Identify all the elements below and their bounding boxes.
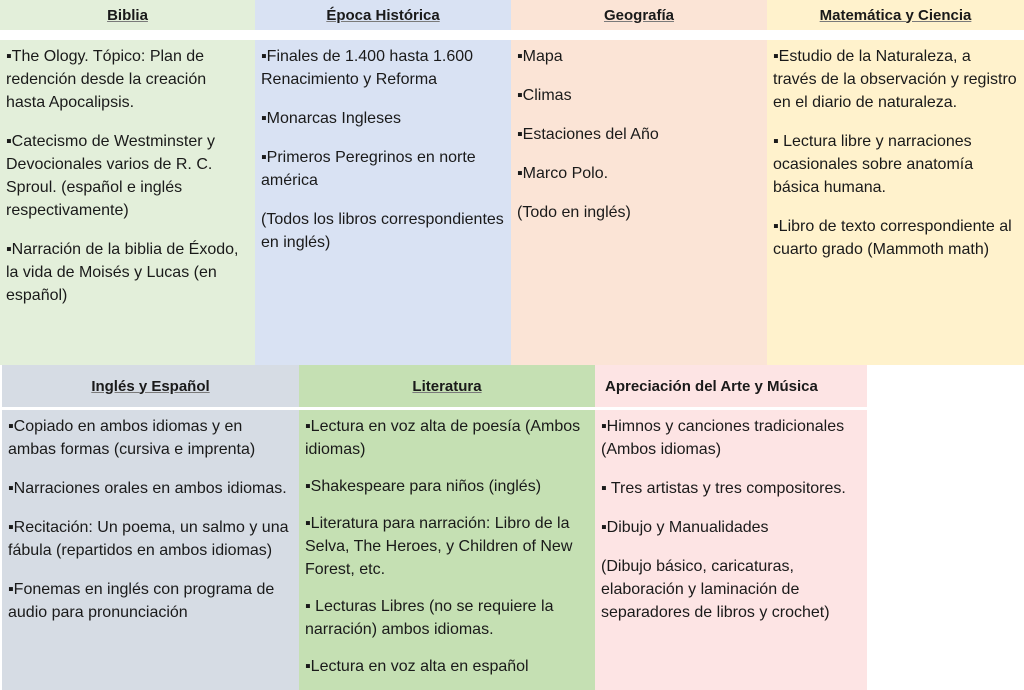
- header-biblia: [0, 0, 255, 30]
- header-literatura-title: Literatura: [412, 377, 482, 395]
- list-item: ▪Himnos y canciones tradicionales (Ambos idiomas): [601, 418, 845, 458]
- list-item: ▪Dibujo y Manualidades: [601, 519, 769, 536]
- list-item: (Todo en inglés): [517, 204, 631, 221]
- header-literatura: [299, 365, 595, 407]
- list-item: ▪Lectura en voz alta de poesía (Ambos idiomas): [305, 418, 581, 458]
- cell-geografia: [511, 40, 767, 365]
- header-ingles-espanol: [2, 365, 299, 407]
- list-item: ▪Primeros Peregrinos en norte américa: [261, 149, 476, 189]
- list-item: ▪Finales de 1.400 hasta 1.600 Renacimiento y Reforma: [261, 48, 474, 88]
- header-matematica-title: Matemática y Ciencia: [819, 6, 972, 24]
- list-item: ▪Marco Polo.: [517, 165, 609, 182]
- list-item: ▪Monarcas Ingleses: [261, 110, 401, 127]
- cell-epoca-historica: [255, 40, 511, 365]
- list-item: ▪Catecismo de Westminster y Devocionales varios de R. C. Sproul. (español e inglés respectivamente): [6, 133, 215, 219]
- list-item: ▪Recitación: Un poema, un salmo y una fábula (repartidos en ambos idiomas): [8, 519, 289, 559]
- cell-matematica-ciencia: [767, 40, 1024, 365]
- header-geografia-title: Geografía: [603, 6, 675, 24]
- list-item: ▪Narración de la biblia de Éxodo, la vida de Moisés y Lucas (en español): [6, 241, 239, 304]
- cell-biblia: [0, 40, 255, 365]
- list-item: ▪Copiado en ambos idiomas y en ambas formas (cursiva e imprenta): [8, 418, 256, 458]
- list-item: (Dibujo básico, caricaturas, elaboración y laminación de separadores de libros y crochet): [601, 558, 830, 621]
- header-ingles-title: Inglés y Español: [91, 377, 210, 395]
- list-item: ▪Libro de texto correspondiente al cuarto grado (Mammoth math): [773, 218, 1012, 258]
- header-epoca-title: Época Histórica: [326, 6, 440, 24]
- header-matematica-ciencia: [767, 0, 1024, 30]
- list-item: ▪Fonemas en inglés con programa de audio para pronunciación: [8, 581, 275, 621]
- list-item: ▪ Lecturas Libres (no se requiere la narración) ambos idiomas.: [305, 598, 554, 638]
- list-item: ▪Literatura para narración: Libro de la Selva, The Heroes, y Children of New Forest, etc.: [305, 515, 573, 578]
- header-geografia: [511, 0, 767, 30]
- cell-literatura: [299, 410, 595, 690]
- header-biblia-title: Biblia: [107, 6, 148, 24]
- list-item: ▪ Lectura libre y narraciones ocasionales sobre anatomía básica humana.: [773, 133, 974, 196]
- list-item: ▪Lectura en voz alta en español: [305, 658, 529, 675]
- list-item: ▪The Ology. Tópico: Plan de redención desde la creación hasta Apocalipsis.: [6, 48, 207, 111]
- cell-arte-musica: [595, 410, 867, 690]
- header-arte-musica: [595, 365, 867, 407]
- list-item: ▪Shakespeare para niños (inglés): [305, 478, 542, 495]
- list-item: ▪Climas: [517, 87, 572, 104]
- list-item: ▪Estudio de la Naturaleza, a través de la observación y registro en el diario de naturaleza.: [773, 48, 1017, 111]
- list-item: ▪Mapa: [517, 48, 563, 65]
- list-item: ▪ Tres artistas y tres compositores.: [601, 480, 846, 497]
- list-item: ▪Estaciones del Año: [517, 126, 659, 143]
- list-item: (Todos los libros correspondientes en inglés): [261, 211, 504, 251]
- header-arte-title: Apreciación del Arte y Música: [605, 377, 818, 395]
- cell-ingles-espanol: [2, 410, 299, 690]
- list-item: ▪Narraciones orales en ambos idiomas.: [8, 480, 287, 497]
- header-epoca-historica: [255, 0, 511, 30]
